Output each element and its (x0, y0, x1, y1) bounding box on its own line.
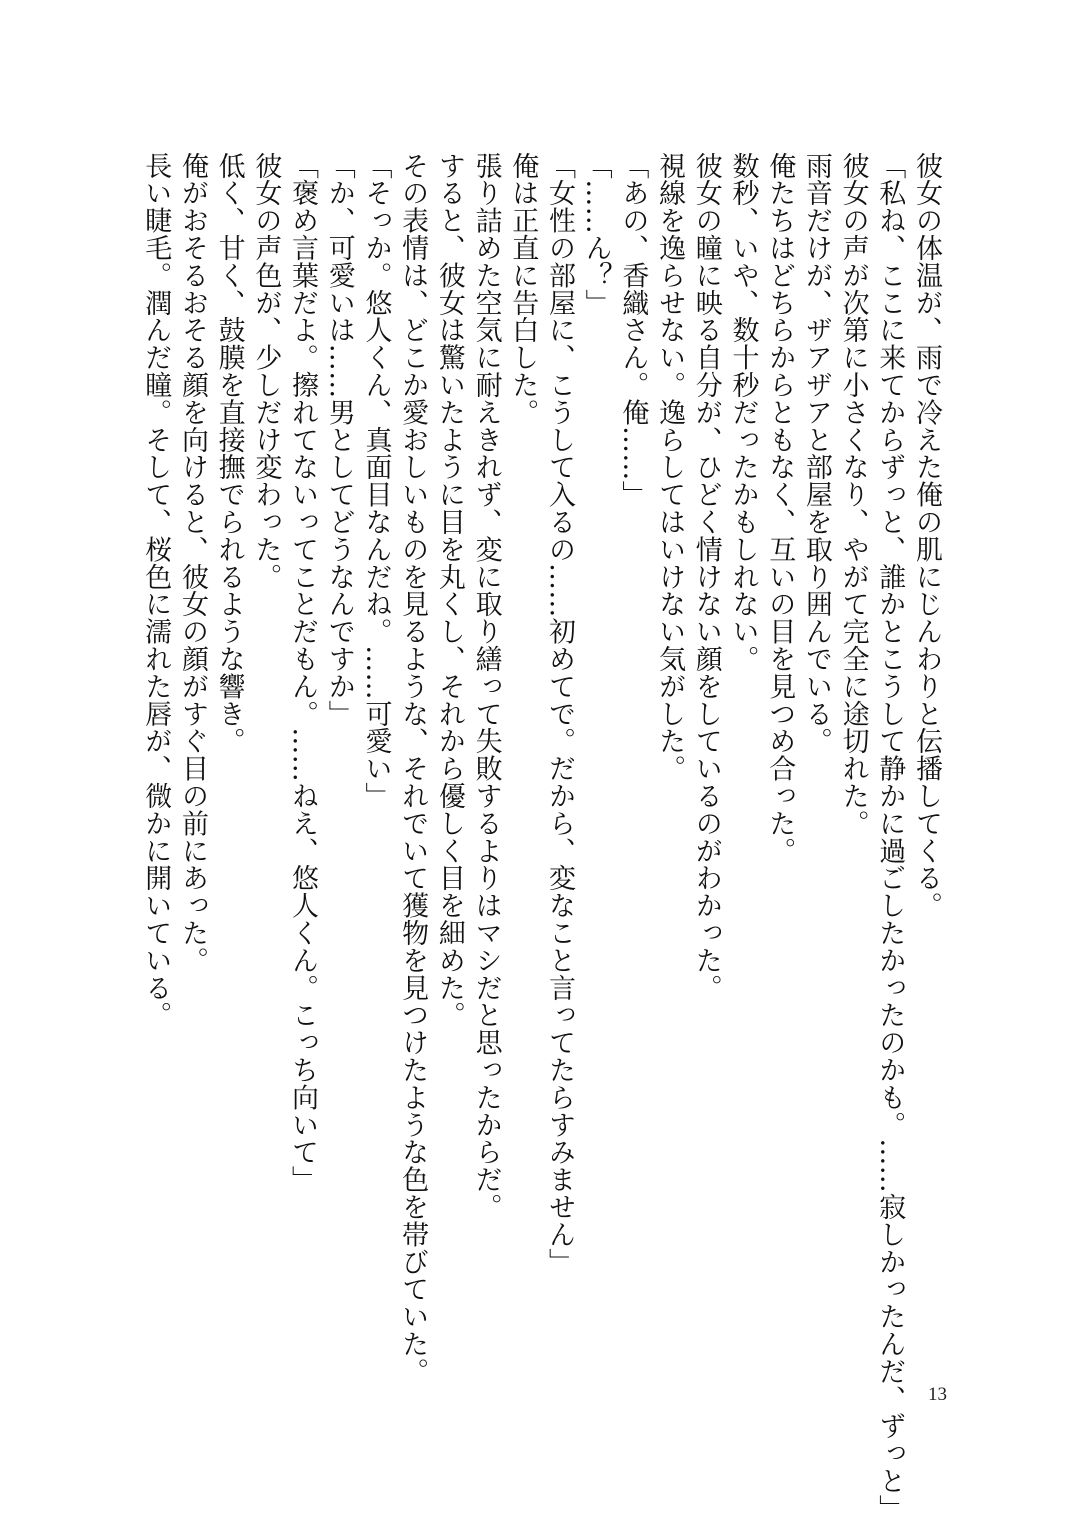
text-line: 視線を逸らせない。逸らしてはいけない気がした。 (654, 152, 686, 783)
text-line: 張り詰めた空気に耐えきれず、変に取り繕って失敗するよりはマシだと思ったからだ。 (470, 152, 502, 1221)
text-line: 「か、可愛いは……男としてどうなんですか」 (323, 152, 355, 728)
text-line: 雨音だけが、ザアザアと部屋を取り囲んでいる。 (800, 152, 832, 755)
text-line: 「私ね、ここに来てからずっと、誰かとこうして静かに過ごしたかったのかも。……寂しかったんだ、ずっと」 (874, 152, 906, 1522)
text-line: すると、彼女は驚いたように目を丸くし、それから優しく目を細めた。 (433, 152, 465, 1029)
text-line: 「女性の部屋に、こうして入るの……初めてで。だから、変なこと言ってたらすみません」 (543, 152, 575, 1276)
text-line: 俺は正直に告白した。 (507, 152, 539, 426)
text-line: 彼女の声色が、少しだけ変わった。 (250, 152, 282, 591)
text-line: 俺たちはどちらからともなく、互いの目を見つめ合った。 (764, 152, 796, 865)
text-line: 「褒め言葉だよ。擦れてないってことだもん。……ねえ、悠人くん。こっち向いて」 (287, 152, 319, 1194)
text-line: 「……ん？」 (580, 152, 612, 317)
page-number: 13 (928, 1384, 947, 1405)
text-line: 彼女の声が次第に小さくなり、やがて完全に途切れた。 (837, 152, 869, 837)
text-line: 彼女の体温が、雨で冷えた俺の肌にじんわりと伝播してくる。 (911, 152, 942, 920)
text-line: その表情は、どこか愛おしいものを見るような、それでいて獲物を見つけたような色を帯びていた。 (397, 152, 429, 1385)
text-line: 低く、甘く、鼓膜を直接撫でられるような響き。 (213, 152, 245, 755)
text-line: 長い睫毛。潤んだ瞳。そして、桜色に濡れた唇が、微かに開いている。 (140, 152, 172, 1029)
text-line: 数秒、いや、数十秒だったかもしれない。 (727, 152, 759, 673)
text-line: 「そっか。悠人くん、真面目なんだね。……可愛い」 (360, 152, 392, 810)
text-line: 俺がおそるおそる顔を向けると、彼女の顔がすぐ目の前にあった。 (176, 152, 208, 974)
text-line: 「あの、香織さん。俺……」 (617, 152, 649, 509)
text-line: 彼女の瞳に映る自分が、ひどく情けない顔をしているのがわかった。 (690, 152, 722, 1002)
